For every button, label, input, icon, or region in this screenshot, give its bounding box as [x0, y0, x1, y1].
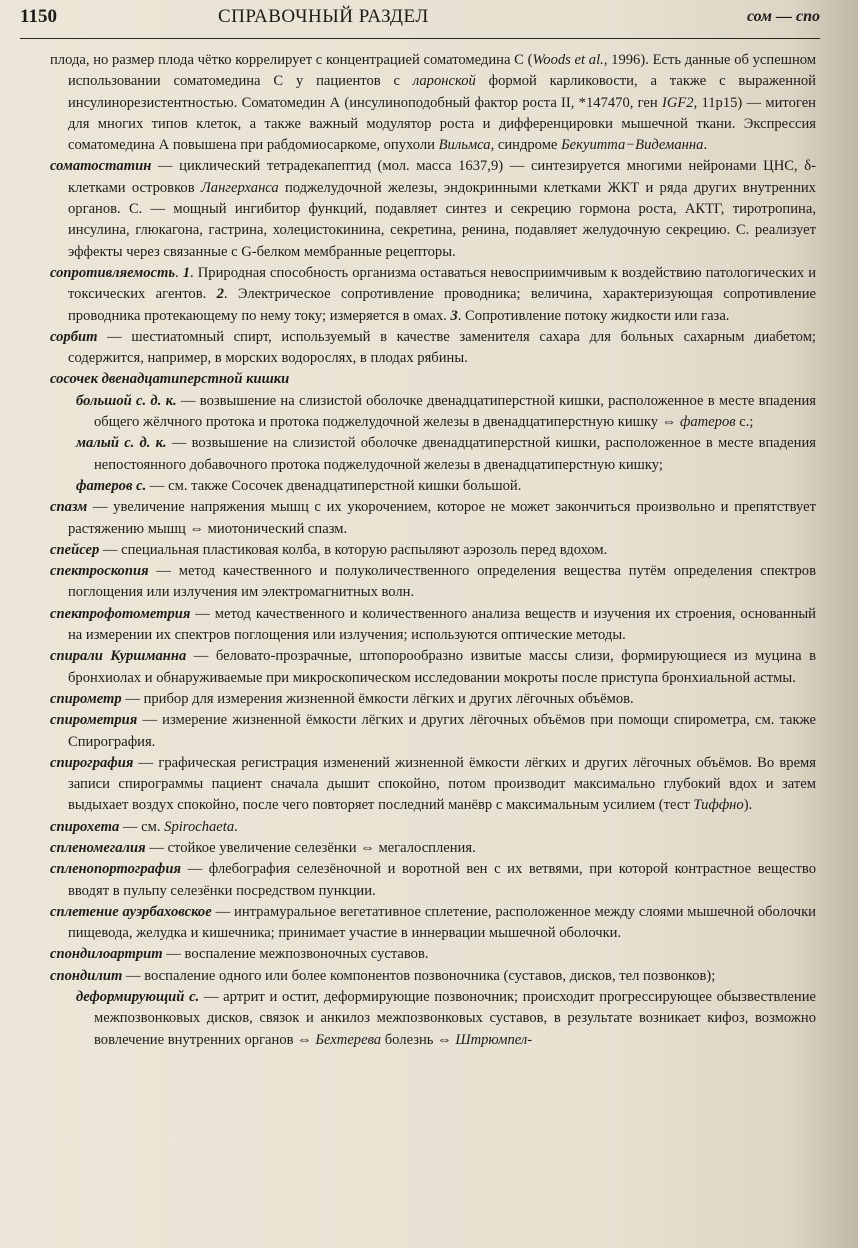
entry-text: болезнь ⇔ [381, 1031, 456, 1048]
entry-text: — графическая регистрация изменений жизненной ёмкости лёгких и других лёгочных объёмов. Во время записи спирограммы пациент сначала дышит спокойно, потом производит максимально глубокий вдох и затем выдыхает воздух спокойно, после чего повторяет последний манёвр с максимальным усилием (тест [68, 754, 816, 814]
entry-text: Штрюмпел- [455, 1031, 533, 1048]
dictionary-entry [50, 156, 816, 262]
entry-term: спирометр [50, 690, 122, 707]
entry-term: спленомегалия [50, 839, 146, 856]
dictionary-subentry [76, 987, 816, 1051]
entry-text: Бехтерева [315, 1031, 382, 1048]
entry-text: , 11p15) — митоген для многих типов клеток, а также важный модулятор роста и дифференцировки мышечной ткани. Экспрессия соматомедина А повышена при рабдомиосаркоме, опухоли [68, 94, 816, 154]
entry-text: — флебография селезёночной и воротной вен с их ветвями, при которой контрастное вещество вводят в пульпу селезёнки посредством пункции. [68, 861, 816, 899]
dictionary-entry [50, 838, 816, 859]
entry-text: . [703, 137, 708, 154]
entry-text: — см. также Сосочек двенадцатиперстной кишки большой. [146, 477, 522, 494]
entry-text: — измерение жизненной ёмкости лёгких и других лёгочных объёмов при помощи спирометра, см. также Спирография. [68, 712, 816, 750]
entry-text: Бекуитта−Видеманна [561, 137, 704, 154]
dictionary-entry [50, 859, 816, 902]
dictionary-entry [50, 689, 816, 710]
entry-text: Лангерханса [200, 179, 279, 196]
entry-text: . [175, 264, 183, 281]
entry-term: спирохета [50, 818, 120, 835]
entry-text: поджелудочной железы, эндокринными клетками ЖКТ и ряда других внутренних органов. С. — мощный ингибитор функций, подавляет синтез и секрецию гормона роста, АКТГ, тиротропина, инсулина, глюкагона, гастрина, холецистокинина, секретина, ренина, подавляет желудочную секрецию. С. реализует эффекты через связанные с G-белком мембранные рецепторы. [68, 179, 816, 260]
entry-text: — возвышение на слизистой оболочке двенадцатиперстной кишки, расположенное в месте впадения непостоянного добавочного протока поджелудочной железы в двенадцатиперстную кишку; [94, 435, 816, 473]
dictionary-entry [50, 263, 816, 327]
entry-term: соматостатин [50, 158, 152, 175]
entry-term: большой с. д. к. [76, 392, 177, 409]
entry-text: — интрамуральное вегетативное сплетение, расположенное между слоями мышечной оболочки пищевода, желудка и кишечника; принимает участие в иннервации мышечной оболочки. [68, 903, 816, 942]
entry-text: — см. [119, 818, 165, 835]
entry-text: . Электрическое сопротивление проводника; величина, характеризующая сопротивление проводника протекающему по нему току; измеряется в омах. [68, 286, 817, 324]
entry-term: сосочек двенадцатиперстной кишки [50, 371, 290, 388]
page-number: 1150 [20, 6, 57, 27]
entry-text: Тиффно [693, 797, 744, 814]
entry-text: Spirochaeta [164, 818, 235, 835]
entry-text: IGF2 [661, 94, 694, 111]
entry-text: — метод качественного и полуколичественного определения вещества путём определения спектров поглощения или излучения им электромагнитных волн. [68, 563, 816, 601]
entry-text: — метод качественного и количественного анализа веществ и изучения их строения, основанный на измерении их спектров поглощения или излучения; используются оптические методы. [68, 605, 816, 644]
dictionary-entry [50, 540, 816, 561]
entry-term: спектроскопия [50, 563, 149, 580]
entry-text: 3 [450, 307, 458, 324]
entry-term: фатеров с. [76, 477, 147, 494]
entry-text: , 1996). Есть данные об успешном использовании соматомедина С у пациентов с [68, 52, 817, 90]
entry-text: — артрит и остит, деформирующие позвоночник; происходит прогрессирующее обызвествление межпозвонковых дисков, связок и анкилоз межпозвонковых суставов, в результате возникает кифоз, возможно вовлечение внутренних органов ⇔ [94, 989, 817, 1048]
entry-term: спирали Куршманна [50, 648, 187, 665]
entry-text: . [234, 818, 238, 835]
entry-term: сопротивляемость [50, 264, 176, 281]
dictionary-entry [50, 497, 816, 540]
dictionary-entry [50, 902, 816, 945]
entry-text: — беловато-прозрачные, штопорообразно извитые массы слизи, формирующиеся из муцина в бронхиолах и обнаруживаемые при микроскопическом исследовании мокроты после приступа бронхиальной астмы. [68, 648, 816, 686]
entry-text: . Природная способность организма оставаться невосприимчивым к воздействию патологических и токсических агентов. [68, 264, 817, 303]
entry-term: малый с. д. к. [76, 435, 167, 452]
dictionary-entry [50, 369, 816, 390]
dictionary-entry [50, 944, 816, 965]
entry-term: спондилит [50, 967, 123, 984]
dictionary-entry [50, 966, 816, 987]
running-head: сом — спо [746, 8, 820, 25]
dictionary-entry [50, 327, 816, 370]
entry-term: спондилоартрит [50, 946, 163, 963]
page-header [20, 4, 820, 39]
entry-text: — шестиатомный спирт, используемый в качестве заменителя сахара для больных сахарным диабетом; содержится, например, в морских водорослях, в плодах рябины. [68, 328, 816, 367]
entry-text: Вильмса [438, 137, 491, 154]
entry-text: — прибор для измерения жизненной ёмкости лёгких и других лёгочных объёмов. [121, 690, 634, 707]
entry-term: деформирующий с. [76, 989, 200, 1006]
entry-text: — специальная пластиковая колба, в которую распыляют аэрозоль перед вдохом. [99, 541, 608, 558]
dictionary-entry [50, 646, 816, 689]
entry-text: — циклический тетрадекапептид (мол. масса 1637,9) — синтезируется многими нейронами ЦНС, δ-клетками островков [68, 158, 816, 196]
entry-text: . Сопротивление потоку жидкости или газа. [457, 307, 730, 324]
dictionary-entries [50, 50, 816, 1051]
section-title: СПРАВОЧНЫЙ РАЗДЕЛ [218, 6, 429, 27]
entry-text: 1 [182, 264, 191, 281]
dictionary-entry [50, 561, 816, 604]
dictionary-entry [50, 753, 816, 817]
entry-term: спектрофотометрия [50, 605, 191, 622]
entry-term: спленопортография [50, 861, 181, 878]
entry-text: формой карликовости, а также с выраженной инсулинорезистентностью. Соматомедин А (инсулиноподобный фактор роста II, *147470, ген [68, 73, 816, 111]
dictionary-subentry [76, 433, 816, 476]
dictionary-entry [50, 817, 816, 838]
entry-term: спирография [50, 754, 134, 771]
entry-text: ). [743, 797, 753, 814]
entry-text: — увеличение напряжения мышц с их укорочением, которое не может закончиться произвольно и препятствует растяжению мышц ⇔ миотонический спазм. [68, 499, 816, 537]
entry-text: — возвышение на слизистой оболочке двенадцатиперстной кишки, расположенное в месте впадения общего жёлчного протока и протока поджелудочной железы в двенадцатиперстную кишку ⇔ [94, 392, 816, 431]
entry-term: спирометрия [50, 712, 138, 729]
dictionary-subentry [76, 476, 816, 497]
entry-text: плода, но размер плода чётко коррелирует с концентрацией соматомедина С ( [50, 52, 533, 68]
entry-text: — воспаление межпозвоночных суставов. [162, 946, 429, 963]
entry-term: спазм [50, 499, 88, 516]
entry-text: с.; [735, 414, 754, 431]
entry-term: спейсер [50, 541, 100, 558]
entry-term: сорбит [50, 328, 98, 345]
entry-text: ларонской [412, 73, 476, 90]
entry-text: — стойкое увеличение селезёнки ⇔ мегалоспления. [145, 839, 476, 856]
entry-text: , синдроме [490, 137, 562, 154]
entry-text: фатеров [679, 414, 736, 431]
entry-text: 2 [216, 286, 224, 303]
dictionary-entry [50, 710, 816, 753]
entry-term: сплетение ауэрбаховское [50, 903, 212, 920]
dictionary-subentry [76, 391, 816, 434]
dictionary-entry [50, 604, 816, 647]
dictionary-entry [50, 50, 816, 156]
entry-text: Woods et al. [532, 52, 604, 68]
entry-text: — воспаление одного или более компонентов позвоночника (суставов, дисков, тел позвонков); [122, 967, 716, 984]
